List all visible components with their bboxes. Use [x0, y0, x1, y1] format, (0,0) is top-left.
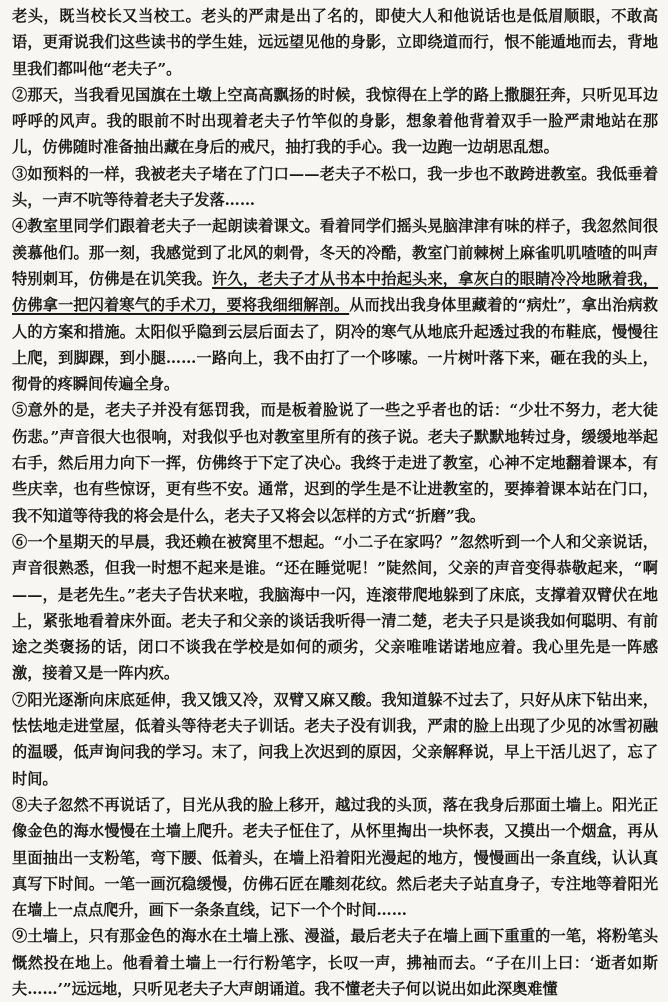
paragraph-text: 老头，既当校长又当校工。老头的严肃是出了名的，即使大人和他说话也是低眉顺眼，不敢高语，更甭说我们这些读书的学生娃，远远望见他的身影，立即绕道而行，恨不能遁地而去，背地里我们都叫他“老夫子”。 — [12, 7, 658, 78]
paragraph-text: ④教室里同学们跟着老夫子一起朗读着课文。看着同学们摇头晃脑津津有味的样子，我忽然间很羡慕他们。那一刻，我感觉到了北风的刺骨，冬天的冷酷，教室门前棘树上麻雀叽叽喳喳的叫声特别刺耳，仿佛是在讥笑我。 — [12, 217, 658, 288]
paragraph-8 — [12, 792, 658, 923]
paragraph-5 — [12, 397, 658, 528]
paragraph-text: ⑦阳光逐渐向床底延伸，我又饿又冷，双臂又麻又酸。我知道躲不过去了，只好从床下钻出来，怯怯地走进堂屋，低着头等待老夫子训话。老夫子没有训我，严肃的脸上出现了少见的冰雪初融的温暖，低声询问我的学习。末了，问我上次迟到的原因，父亲解释说，早上干活儿迟了，忘了时间。 — [12, 690, 658, 788]
paragraph-3 — [12, 161, 658, 214]
paragraph-text: ⑥一个星期天的早晨，我还赖在被窝里不想起。“小二子在家吗？”忽然听到一个人和父亲说话，声音很熟悉，但我一时想不起来是谁。“还在睡觉呢！”陡然间，父亲的声音变得恭敬起来，“啊——，是老先生。”老夫子告状来啦，我脑海中一闪，连滚带爬地躲到了床底，支撑着双臂伏在地上，紧张地看着床外面。老夫子和父亲的谈话我听得一清二楚，老夫子只是谈我如何聪明、有前途之类褒扬的话，闭口不谈我在学校是如何的顽劣，父亲唯唯诺诺地应着。我心里先是一阵感激，接着又是一阵内疚。 — [12, 532, 658, 683]
paragraph-2 — [12, 82, 658, 161]
paragraph-text: ⑨土墙上，只有那金色的海水在土墙上涨、漫溢，最后老夫子在墙上画下重重的一笔，将粉笔头慨然投在地上。他看着土墙上一行行粉笔字，长叹一声，拂袖而去。“子在川上曰：‘逝者如斯夫……’”远远地，只听见老夫子大声朗诵道。我不懂老夫子何以说出如此深奥难懂 — [12, 927, 658, 998]
paragraph-text: 从而找出我身体里藏着的“病灶”，拿出治病救人的方案和措施。太阳似乎隐到云层后面去了，阴冷的寒气从地底升起透过我的布鞋底，慢慢往上爬，到脚踝，到小腿……一路向上，我不由打了一个哆嗦。一片树叶落下来，砸在我的头上，彻骨的疼瞬间传遍全身。 — [12, 296, 658, 394]
underlined-sentence: 许久，老夫子才从书本中抬起头来，拿灰白的眼睛冷冷地瞅着我，仿佛拿一把闪着寒气的手术刀，要将我细细解剖。 — [12, 269, 659, 315]
paragraph-text: ③如预料的一样，我被老夫子堵在了门口——老夫子不松口，我一步也不敢跨进教室。我低垂着头，一声不吭等待着老夫子发落…… — [12, 164, 658, 210]
paragraph-text: ⑤意外的是，老夫子并没有惩罚我，而是板着脸说了一些之乎者也的话：“少壮不努力，老大徒伤悲。”声音很大也很响，对我似乎也对教室里所有的孩子说。老夫子默默地转过身，缓缓地举起右手，然后用力向下一挥，仿佛终于下定了决心。我终于走进了教室，心神不定地翻着课本，有些庆幸，也有些惊讶，更有些不安。通常，迟到的学生是不让进教室的，要捧着课本站在门口，我不知道等待我的将会是什么，老夫子又将会以怎样的方式“折磨”我。 — [12, 401, 658, 525]
paragraph-9 — [12, 923, 658, 1002]
paragraph-text: ②那天，当我看见国旗在土墩上空高高飘扬的时候，我惊得在上学的路上撒腿狂奔，只听见耳边呼呼的风声。我的眼前不时出现着老夫子竹竿似的身影，想象着他背着双手一脸严肃地站在那儿，仿佛随时准备抽出藏在身后的戒尺，抽打我的手心。我一边跑一边胡思乱想。 — [12, 85, 658, 157]
paragraph-text: ⑧夫子忽然不再说话了，目光从我的脸上移开，越过我的头顶，落在我身后那面土墙上。阳光正像金色的海水慢慢在土墙上爬升。老夫子怔住了，从怀里掏出一块怀表，又摸出一个烟盒，再从里面抽出一支粉笔，弯下腰、低着头，在墙上沿着阳光漫起的地方，慢慢画出一条直线，认认真真写下时间。一笔一画沉稳缓慢，仿佛石匠在雕刻花纹。然后老夫子站直身子，专注地等着阳光在墙上一点点爬升，画下一条条直线，记下一个个时间…… — [12, 795, 658, 920]
paragraph-7 — [12, 687, 658, 792]
paragraph-1 — [12, 3, 658, 82]
paragraph-6 — [12, 529, 658, 687]
paragraph-4 — [12, 213, 658, 397]
